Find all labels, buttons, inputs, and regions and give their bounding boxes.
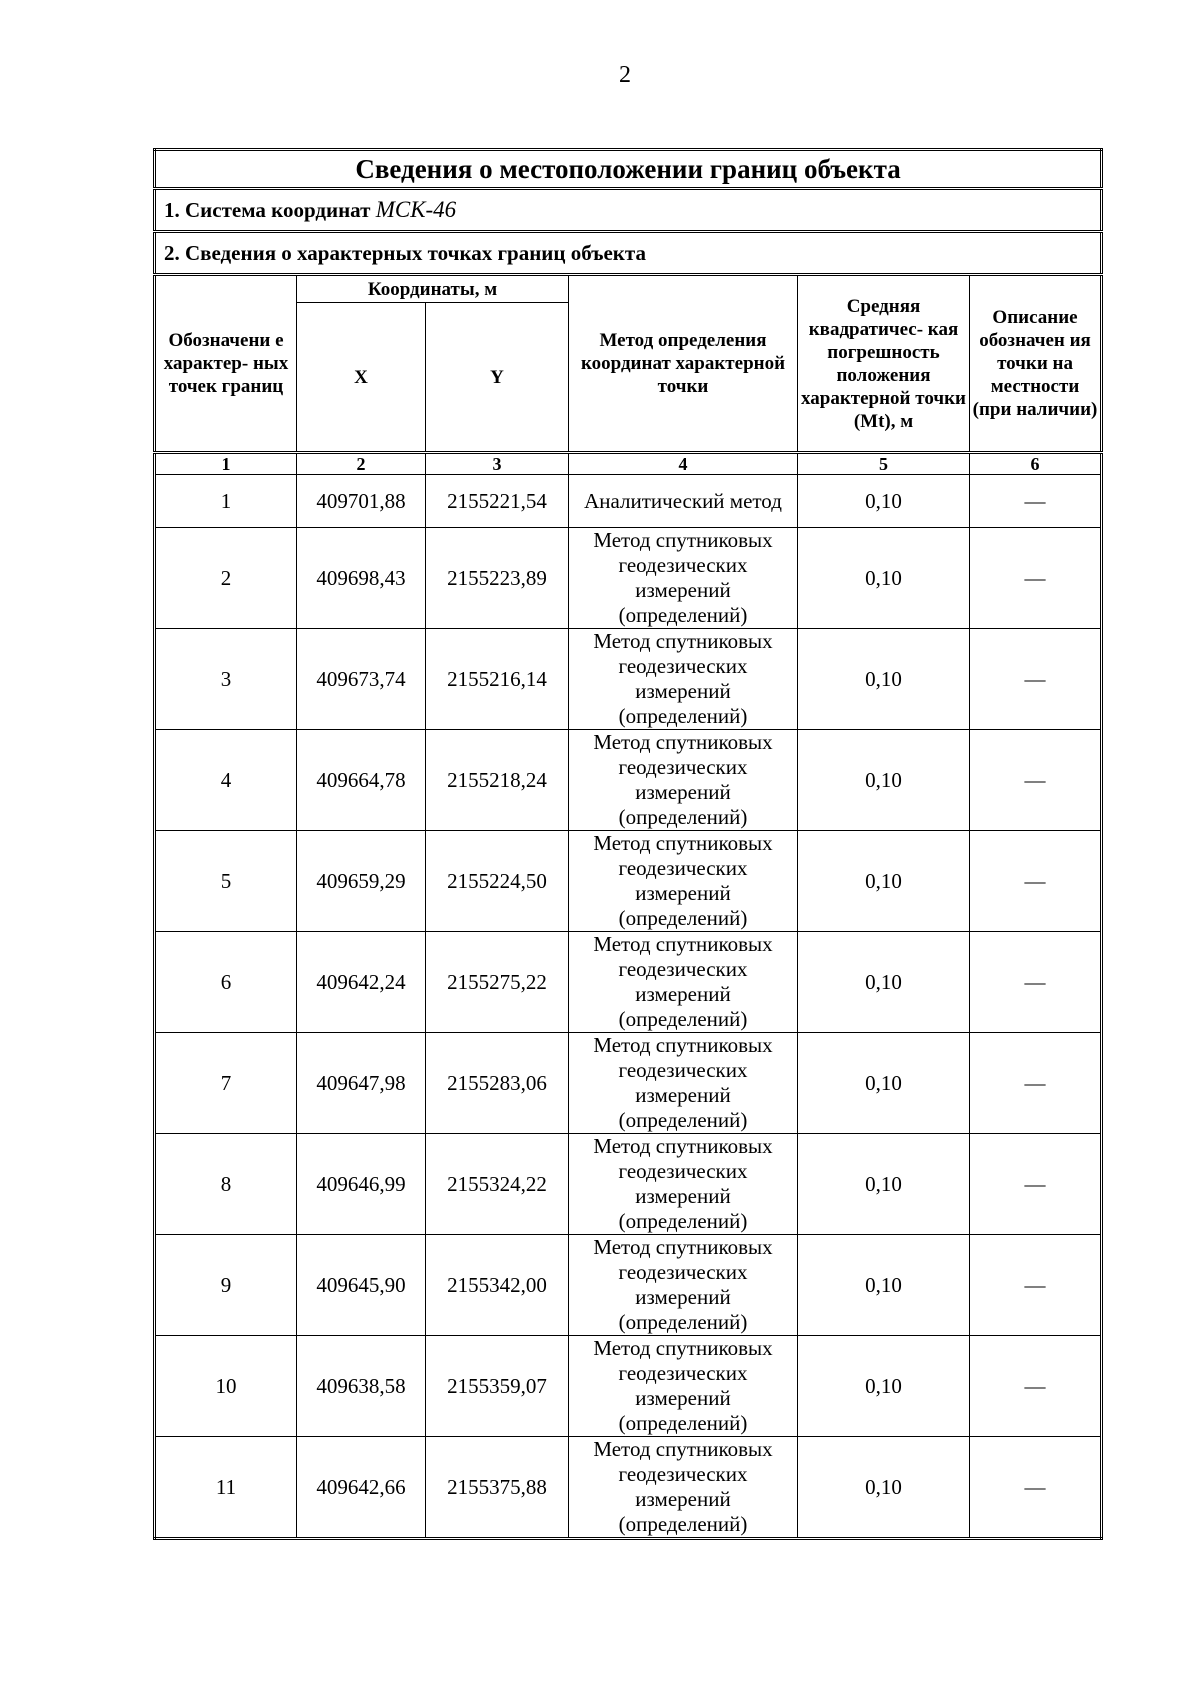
x-cell: 409642,24 xyxy=(297,932,426,1033)
error-cell: 0,10 xyxy=(798,1437,970,1539)
header-error: Средняя квадратичес- кая погрешность положения характерной точки (Mt), м xyxy=(798,275,970,453)
table-row xyxy=(155,932,1102,1033)
y-cell: 2155216,14 xyxy=(426,629,569,730)
method-cell: Метод спутниковых геодезических измерений (определений) xyxy=(569,528,798,629)
method-cell: Метод спутниковых геодезических измерений (определений) xyxy=(569,1437,798,1539)
point-cell: 11 xyxy=(155,1437,297,1539)
coordinate-system-row xyxy=(155,189,1102,232)
coordinate-system-value: МСК-46 xyxy=(375,197,457,222)
point-cell: 10 xyxy=(155,1336,297,1437)
method-cell: Метод спутниковых геодезических измерений (определений) xyxy=(569,1134,798,1235)
table-row xyxy=(155,1437,1102,1539)
table-row xyxy=(155,475,1102,528)
y-cell: 2155359,07 xyxy=(426,1336,569,1437)
point-cell: 6 xyxy=(155,932,297,1033)
error-cell: 0,10 xyxy=(798,831,970,932)
point-cell: 5 xyxy=(155,831,297,932)
x-cell: 409673,74 xyxy=(297,629,426,730)
error-cell: 0,10 xyxy=(798,932,970,1033)
description-cell: — xyxy=(970,1134,1102,1235)
point-cell: 3 xyxy=(155,629,297,730)
point-cell: 8 xyxy=(155,1134,297,1235)
method-cell: Метод спутниковых геодезических измерений (определений) xyxy=(569,932,798,1033)
y-cell: 2155324,22 xyxy=(426,1134,569,1235)
method-cell: Метод спутниковых геодезических измерений (определений) xyxy=(569,730,798,831)
y-cell: 2155342,00 xyxy=(426,1235,569,1336)
table-row xyxy=(155,629,1102,730)
description-cell: — xyxy=(970,475,1102,528)
error-cell: 0,10 xyxy=(798,1033,970,1134)
header-y: Y xyxy=(426,303,569,453)
table-row xyxy=(155,1033,1102,1134)
y-cell: 2155223,89 xyxy=(426,528,569,629)
table-row xyxy=(155,1235,1102,1336)
point-cell: 1 xyxy=(155,475,297,528)
error-cell: 0,10 xyxy=(798,730,970,831)
description-cell: — xyxy=(970,730,1102,831)
column-number: 1 xyxy=(155,453,297,475)
point-cell: 9 xyxy=(155,1235,297,1336)
description-cell: — xyxy=(970,528,1102,629)
column-number: 5 xyxy=(798,453,970,475)
point-cell: 7 xyxy=(155,1033,297,1134)
error-cell: 0,10 xyxy=(798,1235,970,1336)
error-cell: 0,10 xyxy=(798,1336,970,1437)
x-cell: 409645,90 xyxy=(297,1235,426,1336)
column-number: 6 xyxy=(970,453,1102,475)
x-cell: 409647,98 xyxy=(297,1033,426,1134)
y-cell: 2155224,50 xyxy=(426,831,569,932)
y-cell: 2155275,22 xyxy=(426,932,569,1033)
description-cell: — xyxy=(970,831,1102,932)
error-cell: 0,10 xyxy=(798,629,970,730)
coordinate-system-label: 1. Система координат xyxy=(164,198,376,222)
column-number: 3 xyxy=(426,453,569,475)
description-cell: — xyxy=(970,1235,1102,1336)
description-cell: — xyxy=(970,1033,1102,1134)
y-cell: 2155221,54 xyxy=(426,475,569,528)
description-cell: — xyxy=(970,1336,1102,1437)
x-cell: 409659,29 xyxy=(297,831,426,932)
y-cell: 2155375,88 xyxy=(426,1437,569,1539)
description-cell: — xyxy=(970,1437,1102,1539)
table-row xyxy=(155,730,1102,831)
x-cell: 409642,66 xyxy=(297,1437,426,1539)
method-cell: Метод спутниковых геодезических измерений (определений) xyxy=(569,1336,798,1437)
header-point: Обозначени е характер- ных точек границ xyxy=(155,275,297,453)
description-cell: — xyxy=(970,629,1102,730)
column-number: 4 xyxy=(569,453,798,475)
header-method: Метод определения координат характерной точки xyxy=(569,275,798,453)
points-section-title: 2. Сведения о характерных точках границ объекта xyxy=(155,232,1102,275)
error-cell: 0,10 xyxy=(798,528,970,629)
x-cell: 409646,99 xyxy=(297,1134,426,1235)
method-cell: Метод спутниковых геодезических измерений (определений) xyxy=(569,1033,798,1134)
method-cell: Метод спутниковых геодезических измерений (определений) xyxy=(569,629,798,730)
x-cell: 409664,78 xyxy=(297,730,426,831)
method-cell: Метод спутниковых геодезических измерений (определений) xyxy=(569,1235,798,1336)
page-number: 2 xyxy=(619,62,631,88)
header-coords: Координаты, м xyxy=(297,275,569,303)
table-row xyxy=(155,1336,1102,1437)
error-cell: 0,10 xyxy=(798,475,970,528)
x-cell: 409698,43 xyxy=(297,528,426,629)
point-cell: 2 xyxy=(155,528,297,629)
table-row xyxy=(155,1134,1102,1235)
y-cell: 2155283,06 xyxy=(426,1033,569,1134)
table-row xyxy=(155,528,1102,629)
point-cell: 4 xyxy=(155,730,297,831)
x-cell: 409701,88 xyxy=(297,475,426,528)
description-cell: — xyxy=(970,932,1102,1033)
boundary-points-table xyxy=(153,148,1103,1540)
header-x: X xyxy=(297,303,426,453)
header-description: Описание обозначен ия точки на местности (при наличии) xyxy=(970,275,1102,453)
column-number: 2 xyxy=(297,453,426,475)
x-cell: 409638,58 xyxy=(297,1336,426,1437)
method-cell: Аналитический метод xyxy=(569,475,798,528)
y-cell: 2155218,24 xyxy=(426,730,569,831)
table-title: Сведения о местоположении границ объекта xyxy=(155,150,1102,189)
table-row xyxy=(155,831,1102,932)
method-cell: Метод спутниковых геодезических измерений (определений) xyxy=(569,831,798,932)
error-cell: 0,10 xyxy=(798,1134,970,1235)
